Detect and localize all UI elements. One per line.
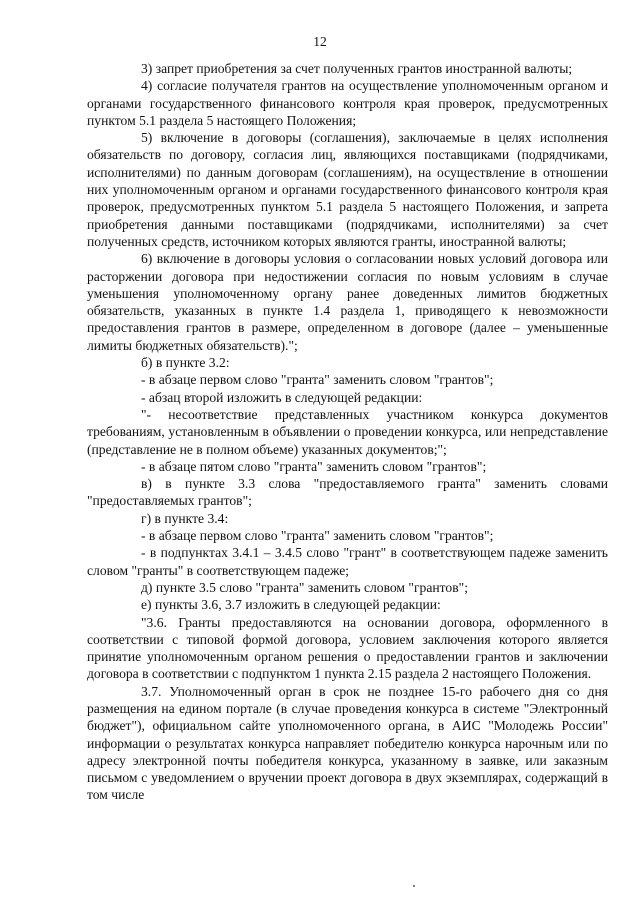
paragraph-point-3-7: 3.7. Уполномоченный орган в срок не позднее 15-го рабочего дня со дня размещения на едином портале (в случае проведения конкурса в системе "Электронный бюджет"), официальном сайте уполномоченного органа, в АИС "Молодежь России" информации о результатах конкурса направляет победителю конкурса нарочным или по адресу электронной почты победителя конкурса, указанному в заявке, или заказным письмом с уведомлением о вручении проект договора в двух экземплярах, содержащий в том числе [87, 683, 608, 803]
paragraph-item-3: 3) запрет приобретения за счет полученных грантов иностранной валюты; [141, 61, 573, 76]
paragraph-clause-g-2: - в подпунктах 3.4.1 – 3.4.5 слово "грант" в соответствующем падеже заменить словом "гранты" в соответствующем падеже; [87, 545, 608, 578]
paragraph-clause-g: г) в пункте 3.4: [141, 510, 229, 526]
paragraph-clause-e: е) пункты 3.6, 3.7 изложить в следующей редакции: [141, 597, 441, 613]
paragraph-clause-g-1: - в абзаце первом слово "гранта" заменить словом "грантов"; [141, 528, 494, 544]
paragraph-point-3-6: "3.6. Гранты предоставляются на основании договора, оформленного в соответствии с типовой формой договора, условием заключения которого является принятие уполномоченным органом решения о предоставлении грантов и заключении договора в соответствии с подпунктом 1 пункта 2.15 раздела 2 настоящего Положения. [87, 614, 608, 682]
document-body [87, 60, 608, 804]
paragraph-clause-b-1: - в абзаце первом слово "гранта" заменить словом "грантов"; [141, 372, 494, 388]
scan-speck [413, 885, 415, 887]
page-number: 12 [313, 34, 327, 49]
paragraph-clause-b-quote: "- несоответствие представленных участником конкурса документов требованиям, установленным в объявлении о проведении конкурса, или непредставление (представление не в полном объеме) указанных документов;"; [87, 406, 608, 457]
paragraph-clause-b: б) в пункте 3.2: [141, 355, 230, 371]
paragraph-clause-b-2: - абзац второй изложить в следующей редакции: [141, 389, 423, 405]
paragraph-item-4: 4) согласие получателя грантов на осуществление уполномоченным органом и органами государственного финансового контроля края проверок, предусмотренных пунктом 5.1 раздела 5 настоящего Положения; [87, 78, 608, 128]
paragraph-clause-b-3: - в абзаце пятом слово "гранта" заменить словом "грантов"; [141, 458, 487, 474]
paragraph-clause-d: д) пункте 3.5 слово "гранта" заменить словом "грантов"; [141, 579, 468, 595]
paragraph-item-6: 6) включение в договоры условия о согласовании новых условий договора или расторжении договора при недостижении согласия по новым условиям в случае уменьшения уполномоченному органу ранее доведенных лимитов бюджетных обязательств, указанных в пункте 1.4 раздела 1, приводящего к невозможности предоставления грантов в размере, определенном в договоре (далее – уменьшенные лимиты бюджетных обязательств)."; [87, 251, 608, 353]
paragraph-clause-v: в) в пункте 3.3 слова "предоставляемого гранта" заменить словами "предоставляемых грантов"; [87, 476, 608, 509]
paragraph-item-5: 5) включение в договоры (соглашения), заключаемые в целях исполнения обязательств по договору, согласия лиц, являющихся поставщиками (подрядчиками, исполнителями) по данным договорам (соглашениям), на осуществление в отношении них уполномоченным органом и органами государственного финансового контроля края проверок, предусмотренных пунктом 5.1 раздела 5 настоящего Положения, и запрета приобретения данными поставщиками (подрядчиками, исполнителями) за счет полученных средств, источником которых являются гранты, иностранной валюты; [87, 130, 608, 249]
